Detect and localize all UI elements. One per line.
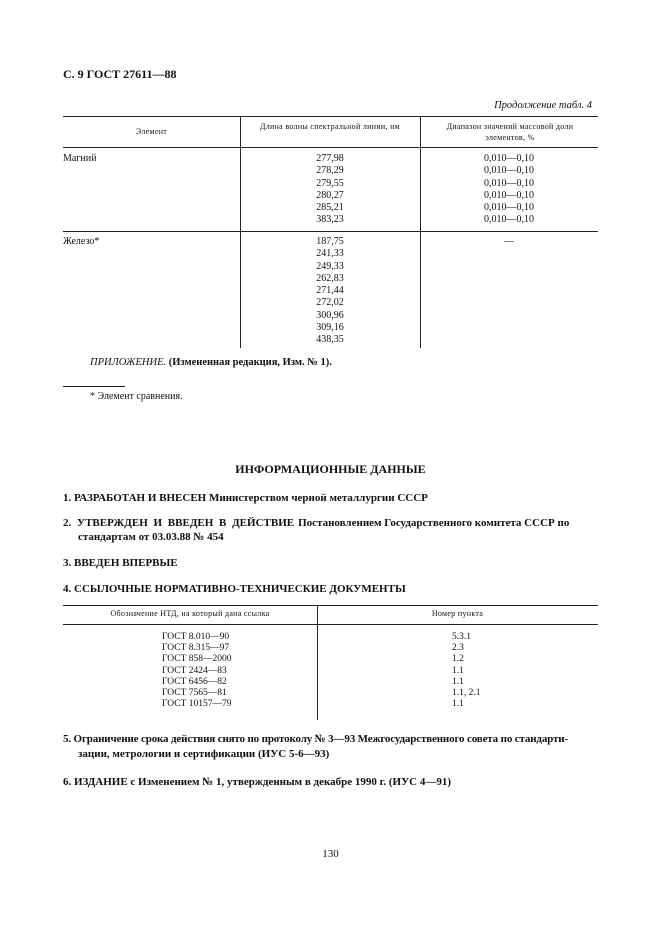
document-value: ГОСТ 10157—79 [162, 699, 232, 710]
page-header: С. 9 ГОСТ 27611—88 [63, 67, 177, 81]
document-value: ГОСТ 2424—83 [162, 665, 227, 676]
footnote-rule [63, 386, 125, 387]
section-2-text2: стандартам от 03.03.88 № 454 [78, 531, 224, 543]
wavelength-value: 285,21 [316, 202, 344, 214]
range-value: 0,010—0,10 [484, 177, 534, 189]
col-header-document: Обозначение НТД, на который дана ссылка [110, 609, 270, 618]
section-5-line1: 5. Ограничение срока действия снято по протоколу № 3—93 Межгосударственного совета по стандарти- [63, 733, 568, 745]
wavelength-value: 280,27 [316, 189, 344, 201]
wavelength-value: 272,02 [316, 297, 344, 309]
wavelength-value: 262,83 [316, 272, 344, 284]
wavelength-value: 438,35 [316, 334, 344, 346]
point-value: 1.2 [452, 654, 464, 665]
info-title: ИНФОРМАЦИОННЫЕ ДАННЫЕ [235, 462, 426, 476]
range-value: 0,010—0,10 [484, 214, 534, 226]
wavelength-value: 187,75 [316, 236, 344, 247]
element-name: Железо* [63, 236, 100, 247]
col-header-wavelength: Длина волны спектральной линии, нм [259, 122, 401, 131]
point-value: 2.3 [452, 643, 464, 654]
table-continuation-label: Продолжение табл. 4 [494, 100, 592, 111]
wavelength-value: 300,96 [316, 309, 344, 321]
point-value: 1.1 [452, 665, 464, 676]
range-value: 0,010—0,10 [484, 189, 534, 201]
section-2-text1: Постановлением Государственного комитета СССР по [298, 517, 570, 529]
section-2-caps: 2. УТВЕРЖДЕН И ВВЕДЕН В ДЕЙСТВИЕ [63, 517, 295, 529]
section-5 [63, 733, 603, 760]
range-list [420, 153, 598, 227]
wavelength-value: 241,33 [316, 248, 344, 260]
col-header-point: Номер пункта [431, 609, 484, 618]
point-value: 1.1, 2.1 [452, 687, 481, 698]
point-list [452, 632, 481, 710]
document-value: ГОСТ 858—2000 [162, 654, 232, 665]
wavelength-list [240, 153, 420, 227]
wavelength-list [240, 236, 420, 347]
point-value: 1.1 [452, 699, 464, 710]
document-value: ГОСТ 6456—82 [162, 676, 227, 687]
appendix-label: ПРИЛОЖЕНИЕ. [90, 357, 167, 368]
table-top-rule [63, 116, 598, 117]
element-name: Магний [63, 153, 97, 164]
range-list [420, 236, 598, 248]
col-header-element: Элемент [135, 127, 168, 136]
table-header-rule [63, 624, 598, 625]
appendix-note [90, 357, 332, 368]
range-value: 0,010—0,10 [484, 202, 534, 214]
document-value: ГОСТ 7565—81 [162, 687, 227, 698]
range-value: 0,010—0,10 [484, 165, 534, 177]
section-2 [63, 517, 603, 543]
range-value: 0,010—0,10 [484, 153, 534, 164]
section-6: 6. ИЗДАНИЕ с Изменением № 1, утвержденным в декабре 1990 г. (ИУС 4—91) [63, 776, 452, 788]
wavelength-value: 249,33 [316, 260, 344, 272]
footnote: * Элемент сравнения. [90, 391, 183, 402]
range-value: — [504, 236, 514, 247]
document-list [162, 632, 232, 710]
section-5-line2: зации, метрологии и сертификации (ИУС 5-6—93) [78, 748, 330, 760]
wavelength-value: 309,16 [316, 322, 344, 334]
section-4: 4. ССЫЛОЧНЫЕ НОРМАТИВНО-ТЕХНИЧЕСКИЕ ДОКУМЕНТЫ [63, 583, 406, 595]
point-value: 1.1 [452, 676, 464, 687]
wavelength-value: 278,29 [316, 165, 344, 177]
wavelength-value: 277,98 [316, 153, 344, 164]
section-1-text: Министерством черной металлургии СССР [208, 492, 428, 504]
wavelength-value: 279,55 [316, 177, 344, 189]
page-number: 130 [322, 848, 339, 860]
table-header-rule [63, 147, 598, 148]
table-column-divider [317, 605, 318, 720]
table-group-rule [63, 231, 598, 232]
point-value: 5.3.1 [452, 632, 471, 642]
table-column-divider [420, 116, 421, 348]
wavelength-value: 271,44 [316, 285, 344, 297]
section-2-line1 [63, 517, 603, 529]
section-1-caps: 1. РАЗРАБОТАН И ВНЕСЕН [63, 492, 207, 504]
document-value: ГОСТ 8.315—97 [162, 643, 230, 654]
section-1 [63, 492, 428, 504]
appendix-edit-note: (Измененная редакция, Изм. № 1). [168, 357, 332, 368]
section-3: 3. ВВЕДЕН ВПЕРВЫЕ [63, 557, 178, 569]
col-header-range: Диапазон значений массовой доли элементов, % [446, 122, 574, 142]
document-value: ГОСТ 8.010—90 [162, 632, 230, 642]
wavelength-value: 383,23 [316, 214, 344, 226]
table-top-rule [63, 605, 598, 606]
